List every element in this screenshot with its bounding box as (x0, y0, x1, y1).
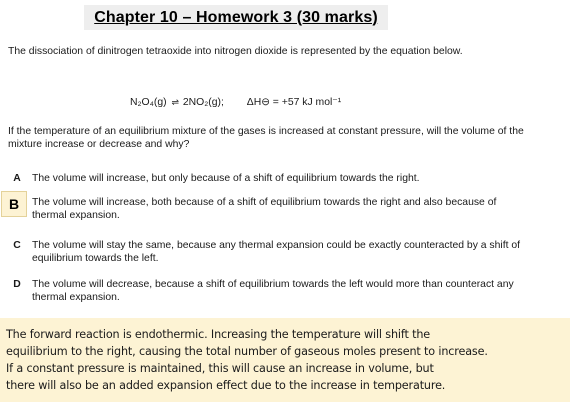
option-text: The volume will increase, but only because of a shift of equilibrium towards the right. (32, 173, 420, 184)
selected-answer-highlight (1, 191, 27, 217)
option-text: The volume will stay the same, because any thermal expansion could be exactly counteracted by a shift of equilibrium towards the left. (32, 240, 521, 264)
title-banner (84, 5, 388, 30)
option-text: The volume will decrease, because a shift of equilibrium towards the left would more than counteract any thermal expansion. (32, 279, 514, 303)
explanation-panel (0, 318, 570, 402)
question-panel (0, 40, 570, 316)
question-prompt: If the temperature of an equilibrium mixture of the gases is increased at constant pressure, will the volume of the mixture increase or decrease and why? (8, 126, 524, 150)
option-letter: B (8, 195, 20, 212)
option-letter: C (13, 240, 21, 251)
option-text: The volume will increase, both because of a shift of equilibrium towards the right and also because of thermal expansion. (32, 197, 497, 221)
explanation-line: equilibrium to the right, causing the total number of gaseous moles present to increase. (6, 345, 488, 358)
equation-enthalpy: ΔH⊖ = +57 kJ mol⁻¹ (246, 97, 342, 108)
explanation-text (6, 326, 564, 394)
chemical-equation (130, 96, 430, 109)
equation-reactant: N₂O₄(g) (130, 97, 167, 108)
option-letter: D (13, 279, 21, 290)
explanation-line: If a constant pressure is maintained, this will cause an increase in volume, but (6, 362, 434, 375)
page-title: Chapter 10 – Homework 3 (30 marks) (94, 8, 378, 26)
explanation-line: there will also be an added expansion effect due to the increase in temperature. (6, 379, 446, 392)
equation-product: 2NO₂(g); (182, 97, 224, 108)
option-letter: A (13, 173, 21, 184)
explanation-line: The forward reaction is endothermic. Increasing the temperature will shift the (6, 328, 430, 341)
question-intro: The dissociation of dinitrogen tetraoxide into nitrogen dioxide is represented by the equation below. (8, 46, 463, 57)
equilibrium-arrow-icon: ⇌ (171, 97, 178, 107)
